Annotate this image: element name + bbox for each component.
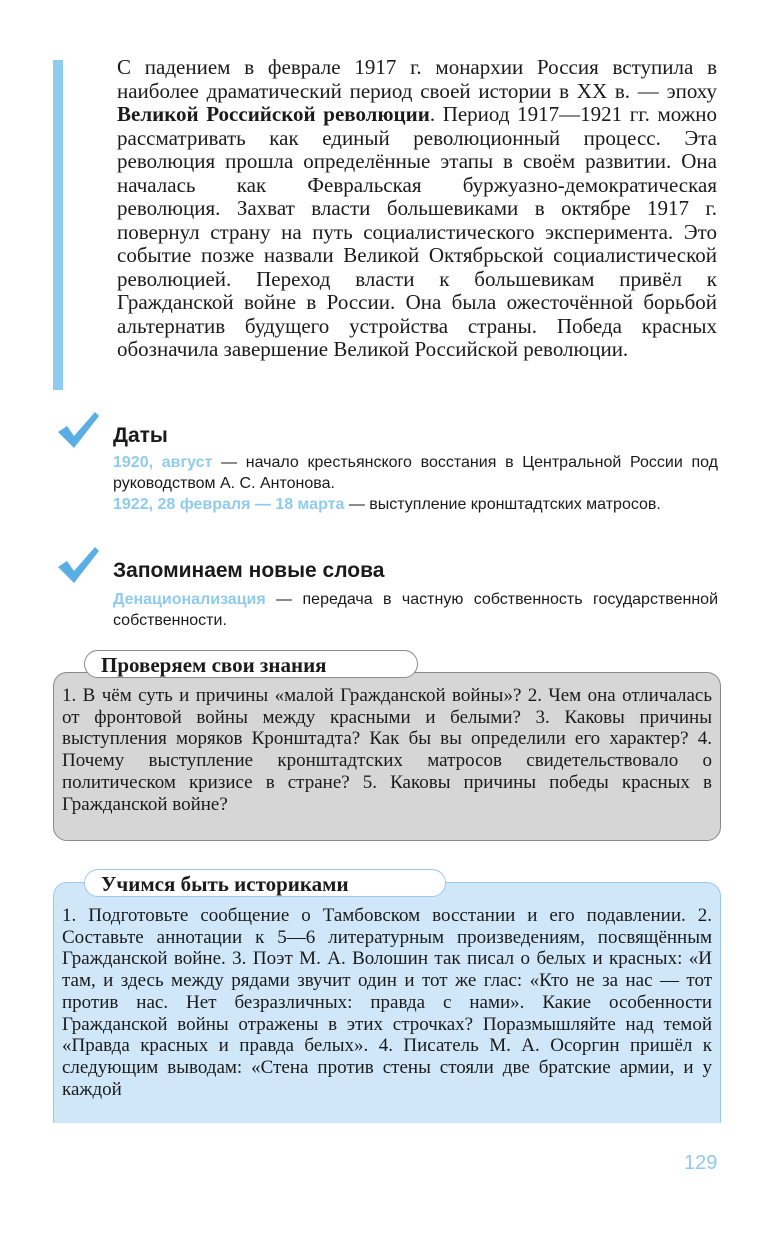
- check-knowledge-box: [53, 672, 721, 841]
- checkmark-icon: [55, 410, 101, 450]
- date-item: [113, 494, 718, 515]
- date-label: 1922, 28 февраля — 18 марта: [113, 496, 345, 513]
- intro-text-end: . Период 1917—1921 гг. можно рассматривать как единый революционный процесс. Эта революция прошла определённые этапы в своём развитии. Она началась как Февральская буржуазно-демократическая революция. Захват власти большевиками в октябре 1917 г. повернул страну на путь социалистического эксперимента. Это событие позже назвали Великой Октябрьской социалистической революцией. Переход власти к большевикам привёл к Гражданской войне в России. Она была ожесточённой борьбой альтернатив будущего устройства страны. Победа красных обозначила завершение Великой Российской революции.: [117, 102, 717, 361]
- term-label: Денационализация: [113, 591, 266, 608]
- intro-bold-term: Великой Российской революции: [117, 102, 430, 126]
- new-words-definition: [113, 589, 718, 631]
- historians-box: [53, 882, 721, 1123]
- term-definition: — передача в частную собственность государственной собственности.: [113, 591, 718, 629]
- intro-accent-bar: [53, 60, 63, 390]
- historians-title: Учимся быть историками: [84, 869, 446, 897]
- intro-paragraph: [117, 56, 717, 362]
- date-description: — начало крестьянского восстания в Центральной России под руководством А. С. Антонова.: [113, 454, 719, 492]
- historians-tasks: 1. Подготовьте сообщение о Тамбовском восстании и его подавлении. 2. Составьте аннотации к 5—6 литературным произведениям, посвящённым Гражданской войне. 3. Поэт М. А. Волошин так писал о белых и красных: «И там, и здесь между рядами звучит один и тот же глас: «Кто не за нас — тот против нас. Нет безразличных: правда с нами». Какие особенности Гражданской войны отражены в этих строчках? Поразмышляйте над темой «Правда красных и правда белых». 4. Писатель М. А. Осоргин пришёл к следующим выводам: «Стена против стены стояли две братские армии, и у каждой: [62, 905, 712, 1100]
- dates-title: Даты: [113, 424, 168, 447]
- checkmark-icon: [55, 545, 101, 585]
- page-number: 129: [684, 1152, 718, 1174]
- date-description: — выступление кронштадтских матросов.: [344, 496, 661, 513]
- new-words-title: Запоминаем новые слова: [113, 559, 385, 582]
- intro-text-start: С падением в феврале 1917 г. монархии Россия вступила в наиболее драматический период своей истории в XX в. — эпоху: [117, 55, 717, 103]
- check-knowledge-title: Проверяем свои знания: [84, 650, 418, 678]
- dates-list: [113, 452, 718, 515]
- date-item: [113, 452, 718, 494]
- date-label: 1920, август: [113, 454, 213, 471]
- check-knowledge-questions: 1. В чём суть и причины «малой Гражданской войны»? 2. Чем она отличалась от фронтовой войны между красными и белыми? 3. Каковы причины выступления моряков Кронштадта? Как бы вы определили его характер? 4. Почему выступление кронштадтских матросов свидетельствовало о политическом кризисе в стране? 5. Каковы причины победы красных в Гражданской войне?: [62, 685, 712, 815]
